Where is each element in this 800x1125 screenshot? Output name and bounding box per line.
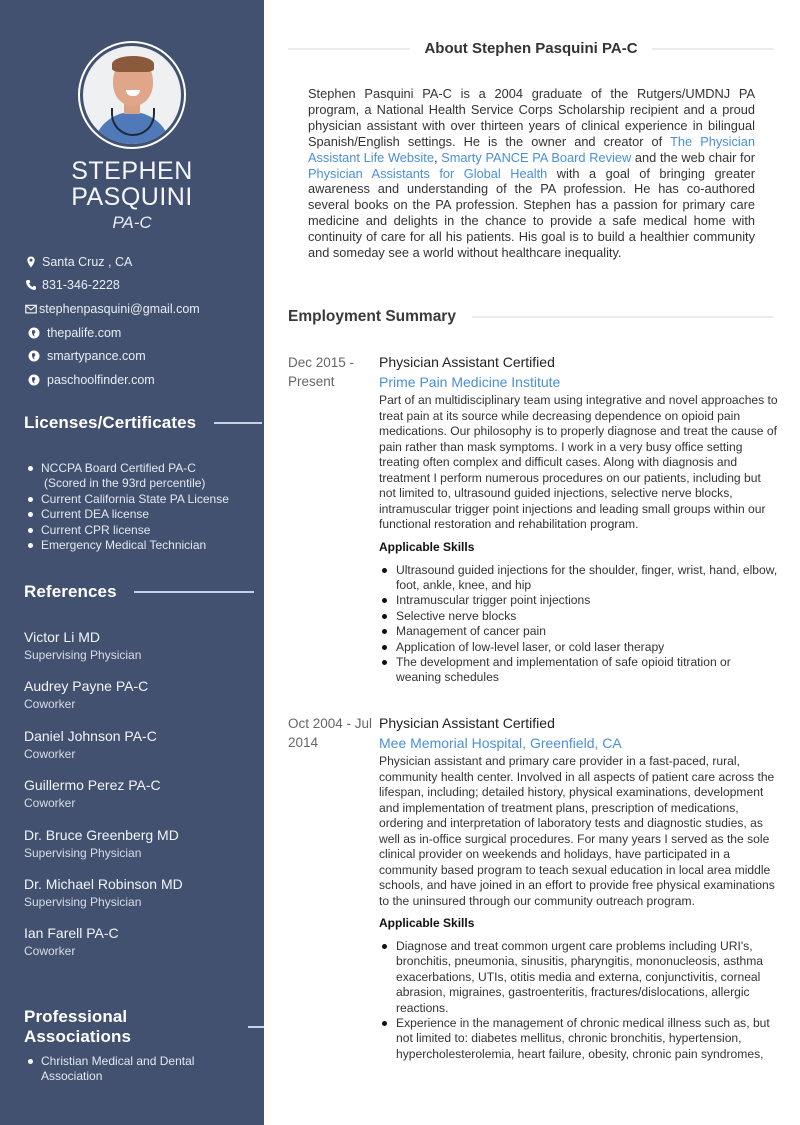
envelope-icon — [24, 302, 38, 316]
contact-email: stephenpasquini@gmail.com — [24, 297, 200, 321]
list-item: Current DEA license — [24, 507, 229, 522]
list-item: The development and implementation of safe opioid titration or weaning schedules — [379, 655, 779, 686]
licenses-list — [24, 461, 229, 553]
job-details — [379, 353, 779, 686]
associations-list — [24, 1054, 194, 1085]
heading-rule — [248, 1026, 264, 1028]
contact-list — [24, 250, 200, 392]
link-physician-assistant-life[interactable]: The Physician Assistant Life Website — [308, 133, 756, 165]
employment-heading: Employment Summary — [288, 308, 774, 326]
contact-website-2: smartypance.com — [24, 344, 200, 368]
globe-icon — [27, 326, 41, 340]
contact-location: Santa Cruz , CA — [24, 250, 200, 274]
list-item: Christian Medical and Dental — [24, 1054, 194, 1069]
link-pa-global-health[interactable]: Physician Assistants for Global Health — [308, 165, 548, 181]
contact-website-3: paschoolfinder.com — [24, 368, 200, 392]
contact-phone: 831-346-2228 — [24, 274, 200, 298]
sidebar — [0, 0, 264, 1125]
about-heading: About Stephen Pasquini PA-C — [288, 40, 774, 57]
job-title: Physician Assistant Certified — [379, 354, 555, 370]
list-item-continuation: Association — [41, 1069, 103, 1084]
associations-heading: Professional Associations — [24, 1007, 264, 1047]
list-item: Current CPR license — [24, 523, 229, 538]
reference-item: Dr. Bruce Greenberg MD Supervising Physician — [24, 826, 179, 860]
avatar — [83, 46, 181, 144]
list-item: NCCPA Board Certified PA-C — [24, 461, 229, 476]
skills-heading: Applicable Skills — [379, 916, 475, 930]
reference-item: Victor Li MD Supervising Physician — [24, 629, 142, 662]
list-item: Intramuscular trigger point injections — [379, 593, 779, 608]
reference-item: Guillermo Perez PA-C Coworker — [24, 777, 161, 811]
reference-item: Daniel Johnson PA-C Coworker — [24, 727, 157, 761]
list-item: Ultrasound guided injections for the shoulder, finger, wrist, hand, elbow, foot, ankle, knee, and hip — [379, 563, 779, 594]
job-details — [379, 714, 779, 1062]
last-name: PASQUINI — [71, 183, 193, 211]
first-name: STEPHEN — [71, 157, 193, 185]
contact-website-1: thepalife.com — [24, 321, 200, 345]
heading-rule — [214, 422, 262, 424]
skills-heading: Applicable Skills — [379, 539, 475, 554]
about-text: Stephen Pasquini PA-C is a 2004 graduate of the Rutgers/UMDNJ PA program, a National Health Service Corps Scholarship recipient and a proud physician assistant with over thirteen years of clinical experience in bilingual Spanish/English settings. He is the owner and creator of The Physician Assistant Life Website, Smarty PANCE PA Board Review and the web chair for Physician Assistants for Global Health with a goal of bringing greater awareness and understanding of the PA profession. He has co-authored several books on the PA profession. Stephen has a passion for primary care medicine and delights in the chance to provide a safe medical home with continuity of care for all his patients. His goal is to build a healthier community and someday see a world without healthcare inequality. — [308, 86, 756, 261]
skills-list — [379, 939, 779, 1062]
list-item: Emergency Medical Technician — [24, 538, 229, 553]
references-list — [24, 628, 183, 974]
job-description: Part of an multidisciplinary team using integrative and novel approaches to treat pain at its source while decreasing dependence on opioid pain medications. Our philosophy is to properly diagnose and treat the cause of pain rather than mask symptoms. I work in a very busy office setting treating often complex and difficult cases. Along with diagnosis and treatment I perform numerous procedures on our patients, including but not limited to, ultrasound guided injections, selective nerve blocks, intramuscular trigger point injections and leading small groups within our functional restoration and rehabilitation program. — [379, 393, 778, 531]
credential: PA-C — [112, 213, 152, 232]
list-item-continuation: (Scored in the 93rd percentile) — [44, 476, 206, 491]
skills-list — [379, 563, 779, 686]
list-item: Selective nerve blocks — [379, 609, 779, 624]
heading-rule — [472, 316, 774, 318]
job-description: Physician assistant and primary care provider in a fast-paced, rural, community health center. Involved in all aspects of patient care across the lifespan, including; detailed history, physical examinations, development and implementation of treatment plans, prescription of medications, ordering and interpretation of laboratory tests and diagnostic studies, as well as in-office surgical procedures. For many years I served as the sole clinical provider on weekends and holidays, have participated in a community based program to teach sexual education in local area middle schools, and have joined in an effort to provide free physical examinations to the uninsured through our community outreach program. — [379, 754, 775, 908]
job-dates: Oct 2004 - Jul 2014 — [288, 716, 373, 750]
list-item: Experience in the management of chronic medical illness such as, but not limited to: diabetes mellitus, chronic bronchitis, hypertension, hypercholesterolemia, heart failure, obesity, chronic pain syndromes, — [379, 1016, 779, 1062]
main-content — [264, 0, 800, 1125]
globe-icon — [27, 349, 41, 363]
heading-rule — [288, 48, 410, 50]
phone-icon — [24, 278, 38, 292]
heading-rule — [134, 591, 254, 593]
map-pin-icon — [24, 255, 38, 269]
job-title: Physician Assistant Certified — [379, 715, 555, 731]
licenses-heading: Licenses/Certificates — [24, 413, 262, 433]
job-company: Prime Pain Medicine Institute — [379, 374, 561, 390]
reference-item: Audrey Payne PA-C Coworker — [24, 678, 149, 712]
reference-item: Dr. Michael Robinson MD Supervising Physician — [24, 875, 183, 909]
list-item: Application of low-level laser, or cold laser therapy — [379, 640, 779, 655]
profile-photo — [78, 41, 186, 149]
list-item: Current California State PA License — [24, 492, 229, 507]
job-dates: Dec 2015 - Present — [288, 355, 355, 389]
references-heading: References — [24, 582, 254, 602]
link-smarty-pance[interactable]: Smarty PANCE PA Board Review — [441, 149, 632, 165]
globe-icon — [27, 373, 41, 387]
list-item: Management of cancer pain — [379, 624, 779, 639]
heading-rule — [652, 48, 774, 50]
reference-item: Ian Farell PA-C Coworker — [24, 925, 119, 959]
job-company: Mee Memorial Hospital, Greenfield, CA — [379, 735, 622, 751]
list-item: Diagnose and treat common urgent care problems including URI's, bronchitis, pneumonia, sinusitis, pharyngitis, mononucleosis, asthma exacerbations, UTIs, otitis media and externa, conjunctivitis, corneal abrasion, migraines, gastroenteritis, fractures/dislocations, allergic reactions. — [379, 939, 779, 1016]
